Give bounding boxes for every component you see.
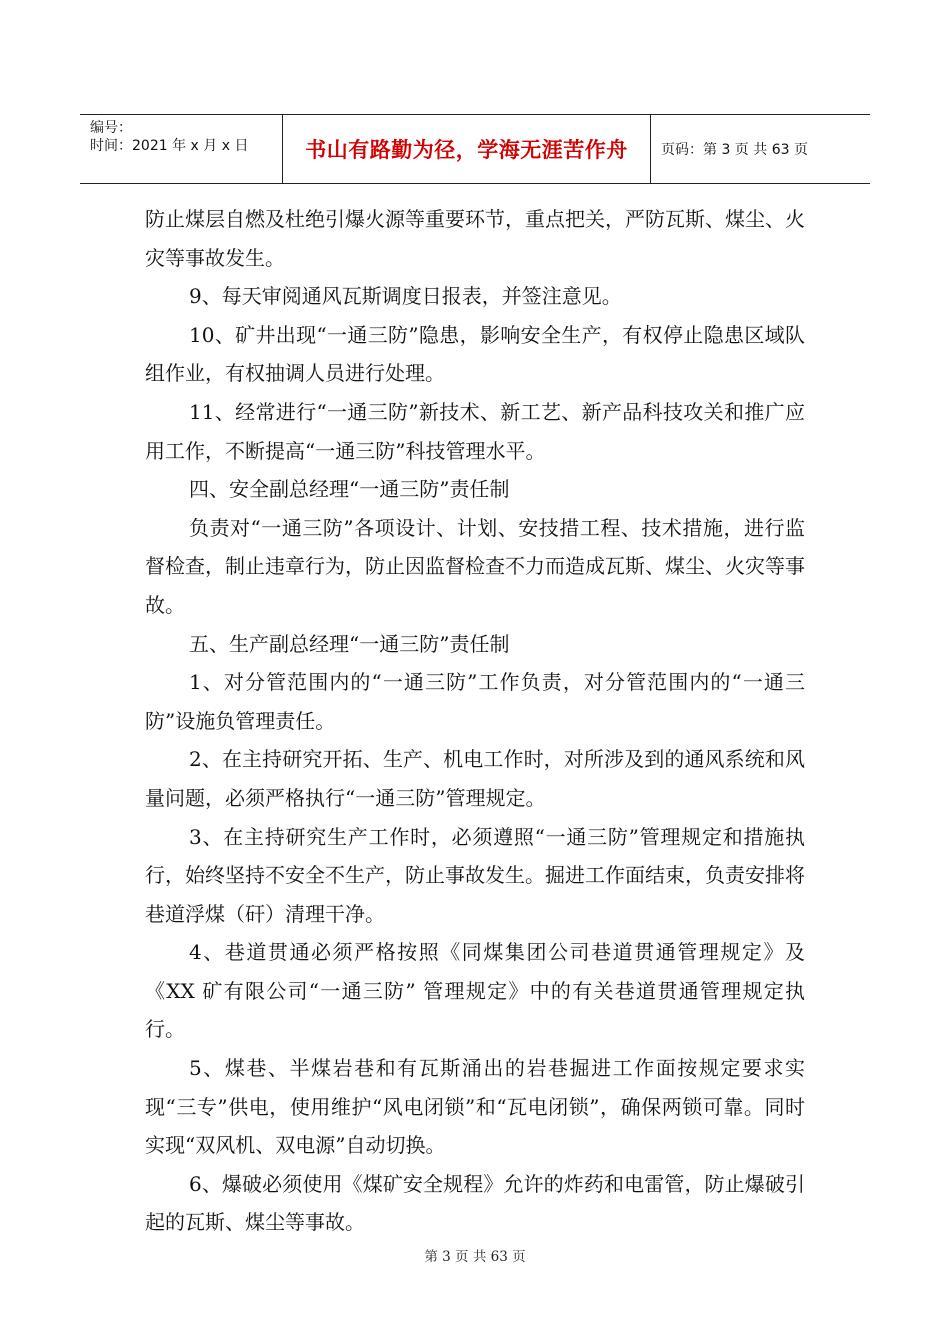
body-paragraph: 负责对“一通三防”各项设计、计划、安技措工程、技术措施，进行监督检查，制止违章行为，防止因监督检查不力而造成瓦斯、煤尘、火灾等事故。 — [145, 515, 805, 617]
page-footer — [0, 1245, 950, 1265]
body-paragraph: 2、在主持研究开拓、生产、机电工作时，对所涉及到的通风系统和风量问题，必须严格执行“一通三防”管理规定。 — [145, 747, 805, 810]
header-meta-cell — [80, 115, 283, 183]
header-motto-cell — [283, 115, 651, 183]
document-number-label: 编号： — [90, 120, 132, 136]
body-paragraph: 6、爆破必须使用《煤矿安全规程》允许的炸药和电雷管，防止爆破引起的瓦斯、煤尘等事故。 — [145, 1171, 805, 1235]
body-paragraph: 1、对分管范围内的“一通三防”工作负责，对分管范围内的“一通三防”设施负管理责任。 — [145, 670, 805, 733]
document-body — [145, 200, 805, 1242]
body-paragraph: 10、矿井出现“一通三防”隐患，影响安全生产，有权停止隐患区域队组作业，有权抽调人员进行处理。 — [145, 322, 805, 386]
document-date-label: 时间：2021 年 x 月 x 日 — [90, 138, 249, 154]
footer-page-number: 第 3 页 共 63 页 — [424, 1249, 526, 1265]
section-heading: 五、生产副总经理“一通三防”责任制 — [189, 631, 510, 656]
body-paragraph: 9、每天审阅通风瓦斯调度日报表，并签注意见。 — [189, 284, 622, 309]
body-paragraph: 防止煤层自燃及杜绝引爆火源等重要环节，重点把关，严防瓦斯、煤尘、火灾等事故发生。 — [145, 207, 805, 270]
header-motto: 书山有路勤为径，学海无涯苦作舟 — [305, 138, 628, 162]
body-paragraph: 5、煤巷、半煤岩巷和有瓦斯涌出的岩巷掘进工作面按规定要求实现“三专”供电，使用维护“风电闭锁”和“瓦电闭锁”，确保两锁可靠。同时实现“双风机、双电源”自动切换。 — [145, 1056, 805, 1158]
body-paragraph: 4、巷道贯通必须严格按照《同煤集团公司巷道贯通管理规定》及《XX 矿有限公司“一通三防” 管理规定》中的有关巷道贯通管理规定执行。 — [145, 940, 805, 1042]
document-header — [80, 114, 870, 184]
header-page-info: 页码：第 3 页 共 63 页 — [661, 142, 808, 158]
section-heading: 四、安全副总经理“一通三防”责任制 — [189, 477, 510, 502]
body-paragraph: 3、在主持研究生产工作时，必须遵照“一通三防”管理规定和措施执行，始终坚持不安全不生产，防止事故发生。掘进工作面结束，负责安排将巷道浮煤（矸）清理干净。 — [145, 824, 805, 926]
body-paragraph: 11、经常进行“一通三防”新技术、新工艺、新产品科技攻关和推广应用工作，不断提高“一通三防”科技管理水平。 — [145, 399, 805, 463]
header-page-cell — [651, 115, 870, 183]
